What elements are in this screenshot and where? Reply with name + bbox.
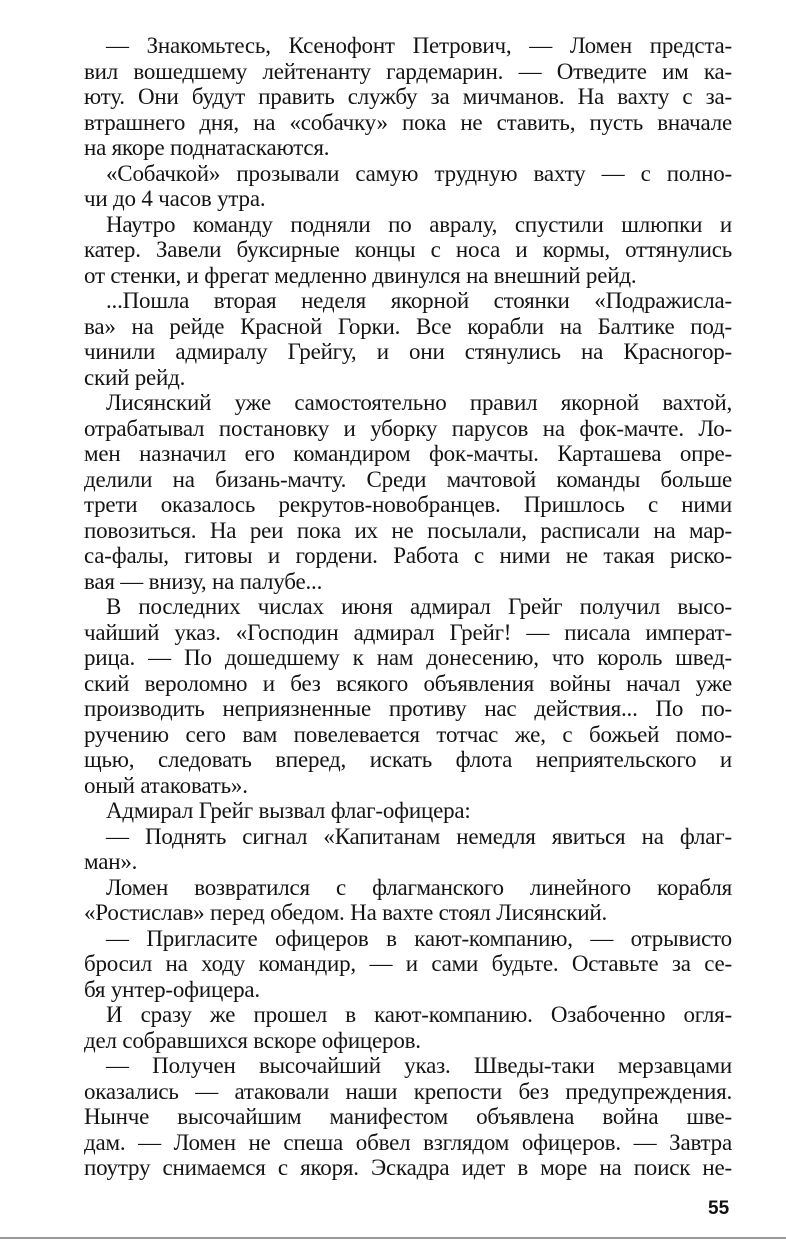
- text-line: И сразу же прошел в кают-компанию. Озабоченно огля-: [106, 1002, 732, 1027]
- text-line: Нынче высочайшим манифестом объявлена война шве-: [84, 1104, 732, 1129]
- text-line: на якоре поднатаскаются.: [84, 135, 330, 160]
- text-line: В последних числах июня адмирал Грейг получил высо-: [106, 594, 732, 619]
- text-line: поутру снимаемся с якоря. Эскадра идет в море на поиск не-: [84, 1155, 732, 1180]
- text-line: ручению сего вам повелевается тотчас же, с божьей помо-: [84, 721, 732, 747]
- paragraph: [84, 161, 732, 212]
- text-line: — Получен высочайший указ. Шведы-таки мерзавцами: [106, 1053, 732, 1078]
- paragraph: [84, 594, 732, 798]
- paragraph: [84, 798, 732, 824]
- paragraph: [84, 926, 732, 1003]
- text-line: бя унтер-офицера.: [84, 976, 260, 1002]
- paragraph: [84, 212, 732, 289]
- text-line: Наутро команду подняли по авралу, спустили шлюпки и: [106, 211, 732, 237]
- text-line: вая — внизу, на палубе...: [84, 568, 323, 594]
- text-line: «Ростислав» перед обедом. На вахте стоял Лисянский.: [84, 900, 608, 925]
- text-line: дам. — Ломен не спеша обвел взглядом офицеров. — Завтра: [84, 1129, 732, 1155]
- text-line: ...Пошла вторая неделя якорной стоянки «Подражисла-: [106, 288, 732, 313]
- text-line: чинили адмиралу Грейгу, и они стянулись на Красногор-: [84, 339, 732, 364]
- text-line: Адмирал Грейг вызвал флаг-офицера:: [106, 798, 471, 823]
- text-line: повозиться. На реи пока их не посылали, расписали на мар-: [84, 517, 732, 543]
- text-line: оказались — атаковали наши крепости без предупреждения.: [84, 1078, 732, 1104]
- text-line: «Собачкой» прозывали самую трудную вахту — с полно-: [106, 160, 732, 186]
- bottom-divider: [0, 1237, 786, 1239]
- page-number: 55: [708, 1198, 730, 1219]
- text-line: отрабатывал постановку и уборку парусов на фок-мачте. Ло-: [84, 415, 732, 441]
- text-line: втрашнего дня, на «собачку» пока не ставить, пусть вначале: [84, 109, 732, 135]
- text-line: бросил на ходу командир, — и сами будьте. Оставьте за се-: [84, 951, 732, 976]
- text-line: — Поднять сигнал «Капитанам немедля явиться на флаг-: [106, 823, 732, 849]
- text-line: трети оказалось рекрутов-новобранцев. Пришлось с ними: [84, 492, 732, 517]
- text-line: чи до 4 часов утра.: [84, 186, 266, 211]
- paragraph: [84, 33, 732, 161]
- paragraph: [84, 824, 732, 875]
- text-line: ский рейд.: [84, 364, 186, 390]
- paragraph: [84, 1053, 732, 1181]
- paragraph: [84, 1002, 732, 1053]
- text-line: ский вероломно и без всякого объявления войны начал уже: [84, 670, 732, 696]
- text-line: Ломен возвратился с флагманского линейного корабля: [106, 874, 732, 900]
- text-line: чайший указ. «Господин адмирал Грейг! — писала императ-: [84, 619, 732, 645]
- text-line: делили на бизань-мачту. Среди мачтовой команды больше: [84, 466, 732, 492]
- text-line: катер. Завели буксирные концы с носа и кормы, оттянулись: [84, 237, 732, 262]
- text-line: ва» на рейде Красной Горки. Все корабли на Балтике под-: [84, 313, 732, 339]
- text-line: Лисянский уже самостоятельно правил якорной вахтой,: [106, 390, 732, 415]
- paragraph: [84, 875, 732, 926]
- text-line: — Знакомьтесь, Ксенофонт Петрович, — Ломен предста-: [106, 33, 732, 58]
- text-line: оный атаковать».: [84, 772, 248, 798]
- book-page-text: [84, 33, 732, 1181]
- text-line: вил вошедшему лейтенанту гардемарин. — Отведите им ка-: [84, 58, 732, 84]
- paragraph: [84, 288, 732, 390]
- text-line: щью, следовать вперед, искать флота неприятельского и: [84, 747, 732, 772]
- text-line: — Пригласите офицеров в кают-компанию, — отрывисто: [106, 925, 732, 951]
- text-line: ман».: [84, 849, 138, 874]
- text-line: от стенки, и фрегат медленно двинулся на внешний рейд.: [84, 262, 637, 288]
- text-line: производить неприязненные противу нас действия... По по-: [84, 696, 732, 721]
- text-line: са-фалы, гитовы и гордени. Работа с ними не такая риско-: [84, 543, 732, 568]
- text-line: дел собравшихся вскоре офицеров.: [84, 1027, 421, 1053]
- text-line: юту. Они будут править службу за мичманов. На вахту с за-: [84, 84, 732, 109]
- paragraph: [84, 390, 732, 594]
- text-line: рица. — По дошедшему к нам донесению, что король швед-: [84, 645, 732, 670]
- text-line: мен назначил его командиром фок-мачты. Карташева опре-: [84, 441, 732, 466]
